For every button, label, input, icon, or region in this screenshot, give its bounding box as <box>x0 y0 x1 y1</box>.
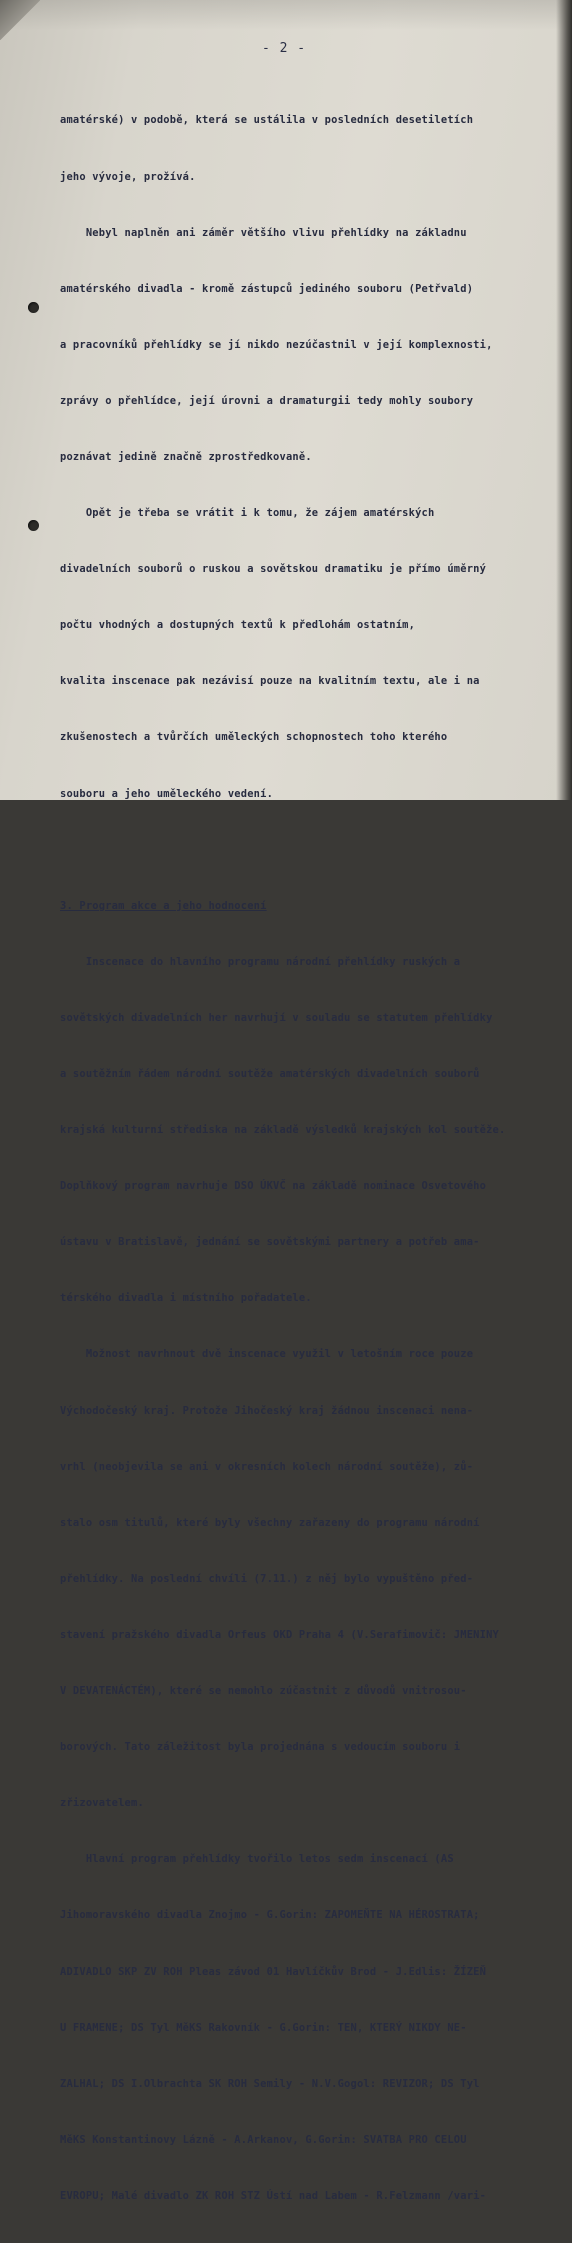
blank-line <box>60 841 530 860</box>
punch-hole-upper <box>28 302 39 313</box>
text-line: sovětských divadelních her navrhují v souladu se statutem přehlídky <box>60 1011 493 1024</box>
text-line: EVROPU; Malé divadlo ZK ROH STZ Ústí nad Labem - R.Felzmann /vari- <box>60 2189 487 2202</box>
text-line: krajská kulturní střediska na základě výsledků krajských kol soutěže. <box>60 1124 506 1137</box>
folded-corner <box>0 0 40 40</box>
text-line: stalo osm titulů, které byly všechny zařazeny do programu národní <box>60 1516 480 1529</box>
text-line: zkušenostech a tvůrčích uměleckých schopnostech toho kterého <box>60 731 448 744</box>
text-line: Inscenace do hlavního programu národní přehlídky ruských a <box>60 955 461 968</box>
text-line: vrhl (neobjevila se ani v okresních kolech národní soutěže), zů- <box>60 1460 474 1473</box>
text-line: ZALHAL; DS I.Olbrachta SK ROH Semily - N.V.Gogol: REVIZOR; DS Tyl <box>60 2077 480 2090</box>
text-line: divadelních souborů o ruskou a sovětskou dramatiku je přímo úměrný <box>60 563 487 576</box>
text-line: Východočeský kraj. Protože Jihočeský kraj žádnou inscenaci nena- <box>60 1404 474 1417</box>
text-line: počtu vhodných a dostupných textů k předlohám ostatním, <box>60 619 416 632</box>
text-line: a pracovníků přehlídky se jí nikdo nezúčastnil v její komplexnosti, <box>60 338 493 351</box>
page-top-shadow <box>0 0 572 30</box>
text-line: V DEVATENÁCTÉM), které se nemohlo zúčastnit z důvodů vnitrosou- <box>60 1685 467 1698</box>
text-line: zřizovatelem. <box>60 1797 144 1810</box>
text-line: amatérského divadla - kromě zástupců jediného souboru (Petřvald) <box>60 282 474 295</box>
text-line: jeho vývoje, prožívá. <box>60 170 196 183</box>
text-line: poznávat jedině značně zprostředkovaně. <box>60 450 312 463</box>
page-number: - 2 - <box>262 41 307 56</box>
text-line: térského divadla i místního pořadatele. <box>60 1292 312 1305</box>
text-line: souboru a jeho uměleckého vedení. <box>60 787 274 800</box>
text-line: ústavu v Bratislavě, jednání se sovětskými partnery a potřeb ama- <box>60 1236 480 1249</box>
text-line: Možnost navrhnout dvě inscenace využil v letošním roce pouze <box>60 1348 474 1361</box>
body-text <box>60 74 530 2243</box>
text-line: Hlavní program přehlídky tvořilo letos sedm inscenací (AS <box>60 1853 454 1866</box>
text-line: borových. Tato záležitost byla projednána s vedoucím souboru i <box>60 1741 461 1754</box>
text-line: Nebyl naplněn ani záměr většího vlivu přehlídky na základnu <box>60 226 467 239</box>
text-line: kvalita inscenace pak nezávisí pouze na kvalitním textu, ale i na <box>60 675 480 688</box>
text-line: ADIVADLO SKP ZV ROH Pleas závod 01 Havlíčkův Brod - J.Edlis: ŽÍZEŇ <box>60 1965 487 1978</box>
text-line: Jihomoravského divadla Znojmo - G.Gorin: ZAPOMEŇTE NA HÉROSTRATA; <box>60 1909 480 1922</box>
text-line: MěKS Konstantinovy Lázně - A.Arkanov, G.Gorin: SVATBA PRO CELOU <box>60 2133 467 2146</box>
page-edge-shadow <box>556 0 572 800</box>
text-line: stavení pražského divadla Orfeus OKD Praha 4 (V.Serafimovič: JMENINY <box>60 1628 499 1641</box>
section-heading: 3. Program akce a jeho hodnocení <box>60 899 267 912</box>
text-line: a soutěžním řádem národní soutěže amatérských divadelních souborů <box>60 1068 480 1080</box>
text-line: přehlídky. Na poslední chvíli (7.11.) z něj bylo vypuštěno před- <box>60 1572 474 1585</box>
text-line: amatérské) v podobě, která se ustálila v posledních desetiletích <box>60 114 474 127</box>
text-line: zprávy o přehlídce, její úrovni a dramaturgii tedy mohly soubory <box>60 394 474 407</box>
punch-hole-lower <box>28 520 39 531</box>
text-line: U FRAMENE; DS Tyl MěKS Rakovník - G.Gorin: TEN, KTERÝ NIKDY NE- <box>60 2021 467 2034</box>
text-line: Opět je třeba se vrátit i k tomu, že zájem amatérských <box>60 507 435 520</box>
text-line: Doplňkový program navrhuje DSO ÚKVČ na základě nominace Osvetového <box>60 1180 487 1193</box>
